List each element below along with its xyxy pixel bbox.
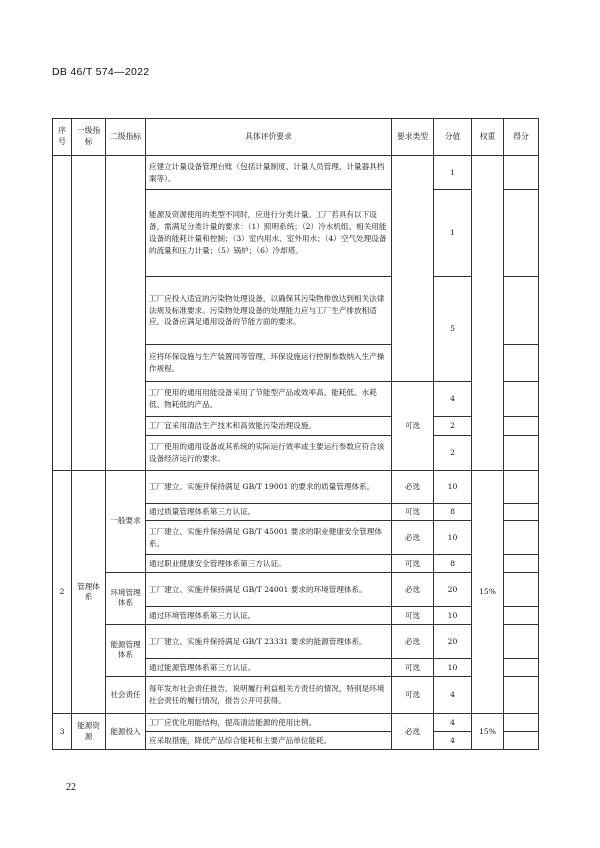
- table-row: [53, 624, 539, 658]
- cell-type: 可选: [392, 504, 434, 521]
- col-header-requirement: 具体评价要求: [146, 119, 392, 156]
- cell-type: 必选: [392, 520, 434, 554]
- cell-type: [392, 156, 434, 382]
- table-header-row: [53, 119, 539, 156]
- table-row: [53, 677, 539, 714]
- cell-score: 10: [434, 520, 472, 554]
- col-header-type: 要求类型: [392, 119, 434, 156]
- cell-score: 5: [434, 277, 472, 382]
- cell-earned: [504, 624, 539, 658]
- cell-earned: [504, 677, 539, 714]
- col-header-earned: 得分: [504, 119, 539, 156]
- cell-score: 4: [434, 714, 472, 732]
- cell-score: 4: [434, 382, 472, 416]
- cell-level1: 管理体系: [72, 470, 106, 714]
- cell-level2: 社会责任: [106, 677, 146, 714]
- cell-type: 可选: [392, 607, 434, 625]
- cell-no: 3: [53, 714, 72, 750]
- cell-score: 10: [434, 659, 472, 677]
- cell-requirement: 通过职业健康安全管理体系第三方认证。: [146, 555, 392, 573]
- col-header-weight: 权重: [472, 119, 504, 156]
- cell-requirement: 工厂使用的通用用能设备采用了节能型产品或效率高、能耗低、水耗低、物耗低的产品。: [146, 382, 392, 416]
- cell-score: 1: [434, 189, 472, 276]
- cell-score: 10: [434, 470, 472, 503]
- col-header-level2: 二级指标: [106, 119, 146, 156]
- cell-score: 20: [434, 624, 472, 658]
- cell-requirement: 工厂建立、实施并保持满足 GB/T 19001 的要求的质量管理体系。: [146, 470, 392, 503]
- cell-score: 8: [434, 504, 472, 521]
- cell-level1: 能源资源: [72, 714, 106, 750]
- cell-type: 必选: [392, 714, 434, 750]
- cell-requirement: 能源及资源使用的类型不同时，应进行分类计量。工厂若具有以下设备，需满足分类计量的要求：（1）照明系统；（2）冷水机组、相关用能设备的能耗计量和控制；（3）室内用水、室外用水；（4）空气处理设备的流量和压力计量；（5）锅炉；（6）冷却塔。: [146, 189, 392, 276]
- cell-type: 可选: [392, 382, 434, 470]
- cell-earned: [504, 156, 539, 189]
- cell-earned: [504, 416, 539, 435]
- document-code: DB 46/T 574—2022: [52, 66, 150, 78]
- cell-score: 8: [434, 555, 472, 573]
- table-row: [53, 572, 539, 606]
- cell-requirement: 通过能源管理体系第三方认证。: [146, 659, 392, 677]
- cell-weight: 15%: [472, 714, 504, 750]
- cell-requirement: 工厂应优化用能结构，提高清洁能源的使用比例。: [146, 714, 392, 732]
- cell-level2-continued: [106, 156, 146, 470]
- cell-requirement: 应建立计量设备管理台账（包括计量制度、计量人员管理、计量器具档案等）。: [146, 156, 392, 189]
- cell-type: 必选: [392, 624, 434, 658]
- cell-earned: [504, 277, 539, 345]
- cell-no-continued: [53, 156, 72, 470]
- cell-requirement: 每年发布社会责任报告，说明履行利益相关方责任的情况，特别是环境社会责任的履行情况，报告公开可获得。: [146, 677, 392, 714]
- cell-type: 可选: [392, 555, 434, 573]
- cell-requirement: 通过质量管理体系第三方认证。: [146, 504, 392, 521]
- cell-requirement: 工厂宜采用清洁生产技术和高效能污染治理设施。: [146, 416, 392, 435]
- cell-requirement: 工厂建立、实施并保持满足 GB/T 23331 要求的能源管理体系。: [146, 624, 392, 658]
- cell-level1-continued: [72, 156, 106, 470]
- col-header-score: 分值: [434, 119, 472, 156]
- cell-no: 2: [53, 470, 72, 714]
- cell-requirement: 通过环境管理体系第三方认证。: [146, 607, 392, 625]
- cell-weight-continued: [472, 156, 504, 470]
- cell-weight: 15%: [472, 470, 504, 714]
- cell-level2: 环境管理体系: [106, 572, 146, 624]
- cell-earned: [504, 470, 539, 503]
- cell-earned: [504, 520, 539, 554]
- cell-type: 必选: [392, 470, 434, 503]
- cell-earned: [504, 607, 539, 625]
- cell-earned: [504, 344, 539, 381]
- cell-requirement: 应采取措施，降低产品综合能耗和主要产品单位能耗。: [146, 732, 392, 750]
- table-row: [53, 470, 539, 503]
- cell-earned: [504, 189, 539, 276]
- page-number: 22: [66, 782, 76, 793]
- cell-level2: 能源投入: [106, 714, 146, 750]
- col-header-level1: 一级指标: [72, 119, 106, 156]
- cell-type: 必选: [392, 572, 434, 606]
- cell-level2: 一般要求: [106, 470, 146, 572]
- cell-requirement: 工厂建立、实施并保持满足 GB/T 24001 要求的环境管理体系。: [146, 572, 392, 606]
- table-row: [53, 714, 539, 732]
- cell-earned: [504, 732, 539, 750]
- col-header-no: 序号: [53, 119, 72, 156]
- cell-level2: 能源管理体系: [106, 624, 146, 676]
- cell-type: 可选: [392, 659, 434, 677]
- cell-type: 可选: [392, 677, 434, 714]
- cell-score: 10: [434, 607, 472, 625]
- table-row: [53, 156, 539, 189]
- cell-score: 20: [434, 572, 472, 606]
- cell-earned: [504, 504, 539, 521]
- cell-earned: [504, 659, 539, 677]
- cell-earned: [504, 714, 539, 732]
- cell-requirement: 应将环保设施与生产装置同等管理，环保设施运行控制参数纳入生产操作规程。: [146, 344, 392, 381]
- cell-earned: [504, 572, 539, 606]
- cell-score: 2: [434, 435, 472, 470]
- cell-earned: [504, 435, 539, 470]
- cell-score: 1: [434, 156, 472, 189]
- cell-score: 2: [434, 416, 472, 435]
- cell-requirement: 工厂建立、实施并保持满足 GB/T 45001 要求的职业健康安全管理体系。: [146, 520, 392, 554]
- cell-score: 4: [434, 677, 472, 714]
- cell-earned: [504, 555, 539, 573]
- cell-score: 4: [434, 732, 472, 750]
- cell-requirement: 工厂使用的通用设备或其系统的实际运行效率或主要运行参数应符合该设备经济运行的要求。: [146, 435, 392, 470]
- cell-earned: [504, 382, 539, 416]
- evaluation-table: [52, 118, 539, 750]
- cell-requirement: 工厂应投入适宜的污染物处理设备，以确保其污染物排放达到相关法律法规及标准要求。污染物处理设备的处理能力应与工厂生产排放相适应，设备应满足通用设备的节能方面的要求。: [146, 277, 392, 345]
